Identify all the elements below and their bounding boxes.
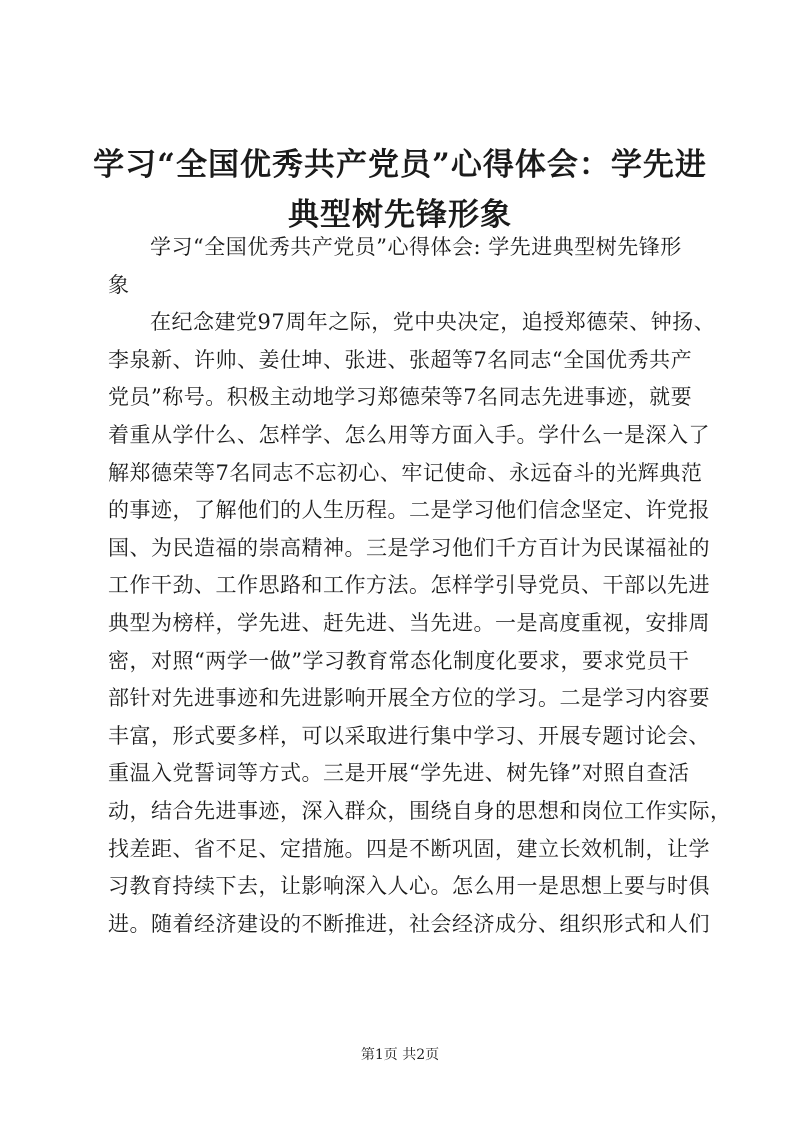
- body-line: 在纪念建党97周年之际，党中央决定，追授郑德荣、钟扬、: [150, 310, 716, 335]
- body-line: 进。随着经济建设的不断推进，社会经济成分、组织形式和人们: [108, 911, 710, 936]
- body-line: 学习“全国优秀共产党员”心得体会: 学先进典型树先锋形: [150, 235, 682, 259]
- body-line: 党员”称号。积极主动地学习郑德荣等7名同志先进事迹，就要: [108, 385, 693, 410]
- body-line: 国、为民造福的崇高精神。三是学习他们千方百计为民谋福祉的: [108, 535, 710, 560]
- body-line: 工作干劲、工作思路和工作方法。怎样学引导党员、干部以先进: [108, 573, 710, 598]
- title-line-1: 学习“全国优秀共产党员”心得体会：学先进: [93, 147, 707, 183]
- title-line-2: 典型树先锋形象: [288, 197, 512, 233]
- body-line: 部针对先进事迹和先进影响开展全方位的学习。二是学习内容要: [108, 686, 710, 711]
- body-line: 着重从学什么、怎样学、怎么用等方面入手。学什么一是深入了: [108, 422, 710, 447]
- page-footer: 第1页 共2页: [360, 1047, 440, 1063]
- body-line: 典型为榜样，学先进、赶先进、当先进。一是高度重视，安排周: [108, 610, 710, 635]
- body-line: 动，结合先进事迹，深入群众，围绕自身的思想和岗位工作实际，: [108, 798, 732, 823]
- body-line: 解郑德荣等7名同志不忘初心、牢记使命、永远奋斗的光辉典范: [108, 460, 703, 485]
- body-line: 找差距、省不足、定措施。四是不断巩固，建立长效机制，让学: [108, 836, 710, 861]
- body-line: 的事迹，了解他们的人生历程。二是学习他们信念坚定、许党报: [108, 498, 710, 523]
- document-title: [90, 140, 710, 240]
- body-line: 密，对照“两学一做”学习教育常态化制度化要求，要求党员干: [108, 648, 690, 673]
- body-line: 象: [108, 272, 130, 297]
- body-line: 李泉新、许帅、姜仕坤、张进、张超等7名同志“全国优秀共产: [108, 347, 693, 372]
- body-line: 丰富，形式要多样，可以采取进行集中学习、开展专题讨论会、: [108, 723, 710, 748]
- body-line: 习教育持续下去，让影响深入人心。怎么用一是思想上要与时俱: [108, 874, 710, 899]
- document-body: [108, 229, 732, 943]
- body-line: 重温入党誓词等方式。三是开展“学先进、树先锋”对照自查活: [108, 761, 690, 786]
